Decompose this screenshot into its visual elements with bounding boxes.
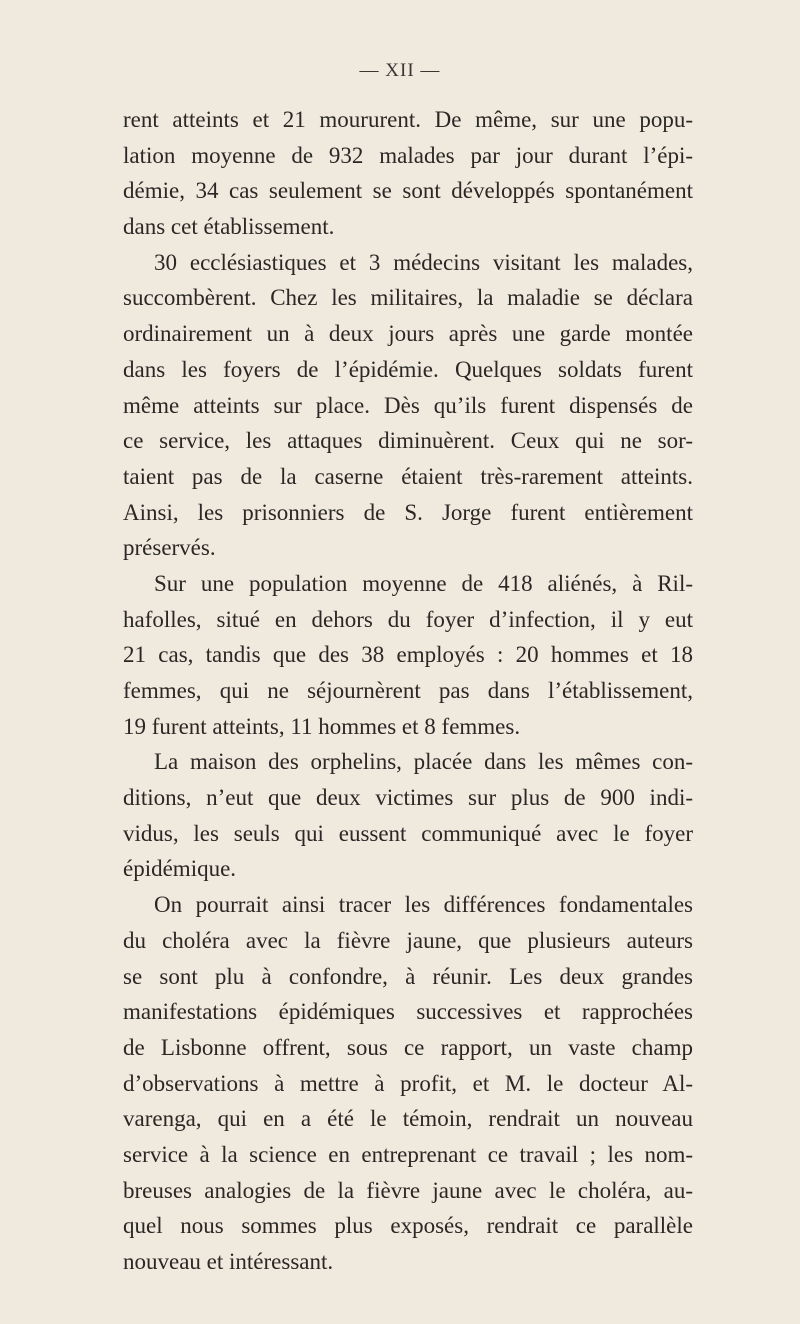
text-line: taient pas de la caserne étaient très-rarement atteints. <box>123 463 693 489</box>
text-line: même atteints sur place. Dès qu’ils furent dispensés de <box>123 392 693 418</box>
text-line: service à la science en entreprenant ce travail ; les nom- <box>123 1141 693 1167</box>
text-line: dans les foyers de l’épidémie. Quelques soldats furent <box>123 356 693 382</box>
text-line: dans cet établissement. <box>123 214 335 240</box>
text-line: La maison des orphelins, placée dans les mêmes con- <box>154 749 693 775</box>
text-line: nouveau et intéressant. <box>123 1249 334 1274</box>
text-line: varenga, qui en a été le témoin, rendrait un nouveau <box>123 1106 693 1132</box>
text-line: succombèrent. Chez les militaires, la maladie se déclara <box>123 285 693 311</box>
text-line: manifestations épidémiques successives et rapprochées <box>123 999 693 1025</box>
text-line: Ainsi, les prisonniers de S. Jorge furent entièrement <box>123 499 693 525</box>
text-line: 21 cas, tandis que des 38 employés : 20 hommes et 18 <box>123 642 693 668</box>
text-line: ce service, les attaques diminuèrent. Ceux qui ne sor- <box>123 428 693 454</box>
text-line: rent atteints et 21 moururent. De même, sur une popu- <box>123 107 693 132</box>
text-line: se sont plu à confondre, à réunir. Les deux grandes <box>123 963 693 989</box>
text-line: démie, 34 cas seulement se sont développés spontanément <box>123 178 693 204</box>
body-text <box>123 102 693 1280</box>
text-line: 30 ecclésiastiques et 3 médecins visitant les malades, <box>154 249 693 275</box>
text-line: Sur une population moyenne de 418 aliénés, à Ril- <box>154 570 693 596</box>
text-line: hafolles, situé en dehors du foyer d’infection, il y eut <box>123 606 693 632</box>
text-line: On pourrait ainsi tracer les différences fondamentales <box>154 892 693 918</box>
text-line: d’observations à mettre à profit, et M. le docteur Al- <box>123 1070 693 1096</box>
text-line: vidus, les seuls qui eussent communiqué avec le foyer <box>123 820 693 846</box>
text-line: breuses analogies de la fièvre jaune avec le choléra, au- <box>123 1177 693 1203</box>
text-line: 19 furent atteints, 11 hommes et 8 femmes. <box>123 713 521 739</box>
text-line: ditions, n’eut que deux victimes sur plus de 900 indi- <box>123 785 693 811</box>
text-line: épidémique. <box>123 856 237 882</box>
text-line: du choléra avec la fièvre jaune, que plusieurs auteurs <box>123 927 693 953</box>
text-line: quel nous sommes plus exposés, rendrait ce parallèle <box>123 1213 693 1239</box>
text-line: préservés. <box>123 535 216 561</box>
text-line: lation moyenne de 932 malades par jour durant l’épi- <box>123 142 693 168</box>
text-line: ordinairement un à deux jours après une garde montée <box>123 321 693 347</box>
text-line: femmes, qui ne séjournèrent pas dans l’établissement, <box>123 678 693 703</box>
page-number: — XII — <box>359 60 441 81</box>
text-line: de Lisbonne offrent, sous ce rapport, un vaste champ <box>123 1034 693 1060</box>
